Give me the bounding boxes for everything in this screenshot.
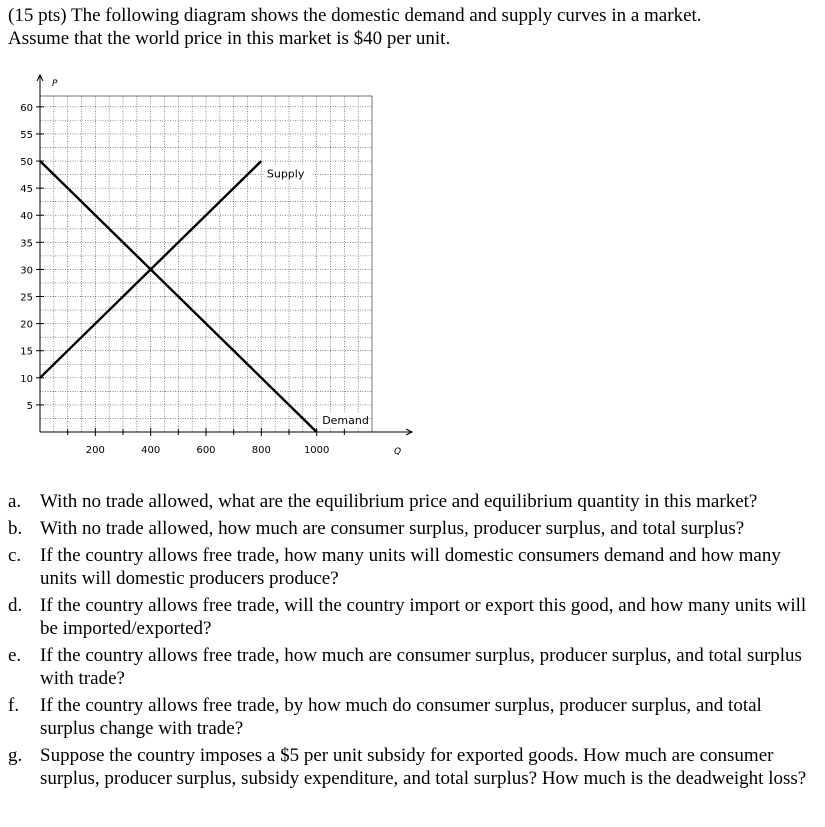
question-label: b. [8,518,23,539]
y-tick-label: 45 [20,184,33,196]
y-tick-label: 10 [20,373,33,385]
y-tick-label: 55 [20,129,33,141]
y-tick-label: 30 [20,265,33,277]
supply-demand-chart [0,72,420,472]
y-tick-label: 40 [20,211,33,223]
question-g [8,744,820,790]
annotation-demand: Demand [322,413,369,427]
question-text: With no trade allowed, how much are consumer surplus, producer surplus, and total surplus? [40,518,745,539]
question-d [8,594,820,640]
annotation-supply: Supply [266,167,305,181]
question-label: a. [8,491,22,512]
question-text: If the country allows free trade, how much are consumer surplus, producer surplus, and total surplus with trade? [40,645,802,689]
intro-line-2: Assume that the world price in this market is $40 per unit. [8,28,451,49]
axes [36,75,412,436]
y-tick-label: 60 [20,102,33,114]
y-tick-label: 25 [20,292,33,304]
y-tick-label: 20 [20,319,33,331]
x-tick-label: 600 [196,445,216,456]
y-tick-label: 15 [20,346,33,358]
question-label: d. [8,595,23,616]
problem-intro [8,4,818,50]
x-axis-label: Q [394,447,402,457]
x-tick-label: 200 [85,445,105,456]
question-text: If the country allows free trade, will the country import or export this good, and how many units will be imported/exported? [40,595,807,639]
question-text: Suppose the country imposes a $5 per unit subsidy for exported goods. How much are consumer surplus, producer surplus, subsidy expenditure, and total surplus? How much is the deadweight loss? [40,745,807,789]
question-label: c. [8,545,22,566]
intro-line-1: (15 pts) The following diagram shows the domestic demand and supply curves in a market. [8,5,702,26]
question-label: g. [8,745,23,766]
question-a [8,490,820,513]
grid-lines [40,96,372,432]
question-text: With no trade allowed, what are the equilibrium price and equilibrium quantity in this market? [40,491,758,512]
question-list [8,490,820,794]
y-tick-label: 5 [26,400,33,412]
question-label: e. [8,645,22,666]
x-tick-label: 400 [141,445,161,456]
question-f [8,694,820,740]
y-tick-label: 35 [20,238,33,250]
x-tick-label: 800 [251,445,271,456]
chart-labels [20,79,401,457]
question-text: If the country allows free trade, by how much do consumer surplus, producer surplus, and total surplus change with trade? [40,695,762,739]
x-tick-label: 1000 [303,445,330,456]
question-label: f. [8,695,20,716]
question-text: If the country allows free trade, how many units will domestic consumers demand and how many units will domestic producers produce? [40,545,781,589]
question-e [8,644,820,690]
y-axis-label: P [52,79,58,89]
question-b [8,517,820,540]
question-c [8,544,820,590]
y-tick-label: 50 [20,157,33,169]
